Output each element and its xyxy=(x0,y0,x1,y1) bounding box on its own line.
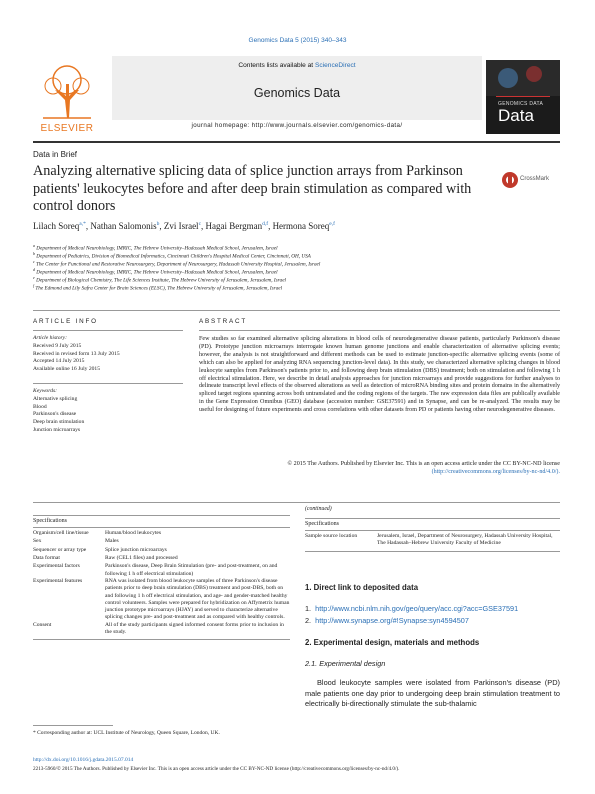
journal-homepage xyxy=(112,122,482,129)
keyword-item: Junction microarrays xyxy=(33,426,81,433)
footnote-rule xyxy=(33,725,113,726)
section-2-1-heading: 2.1. Experimental design xyxy=(305,659,386,668)
contents-prefix: Contents lists available at xyxy=(238,62,315,69)
abstract-rule xyxy=(199,330,560,331)
affiliation-mark: a xyxy=(33,243,35,248)
affiliation-text: Department of Medical Neurobiology, IMRIC, The Hebrew University–Hadassah Medical School, Jerusalem, Israel xyxy=(35,245,278,252)
affiliation-mark: e xyxy=(33,275,35,280)
specifications-heading: Specifications xyxy=(33,517,67,524)
link-number: 2. xyxy=(305,616,312,625)
article-type: Data in Brief xyxy=(33,150,78,159)
cont-bottom-rule xyxy=(305,551,560,552)
specifications-table-continued xyxy=(305,518,560,551)
cont-specifications-heading: Specifications xyxy=(305,520,339,527)
affiliation-mark: f xyxy=(33,283,35,288)
spec-value: Raw (CEL1 files) and processed xyxy=(105,555,178,562)
affiliation-mark: c xyxy=(33,259,35,264)
author-name: Zvi Israel xyxy=(163,221,199,231)
author-name: Nathan Salomonis xyxy=(90,221,157,231)
author-affiliation-mark[interactable]: c xyxy=(198,221,202,227)
synapse-link[interactable]: http://www.synapse.org/#!Synapse:syn4594507 xyxy=(315,616,469,625)
history-item: Accepted 14 July 2015 xyxy=(33,358,85,365)
author-name: Lilach Soreq xyxy=(33,221,80,231)
affiliation-line xyxy=(33,283,282,292)
elsevier-tree-logo xyxy=(33,60,101,122)
article-info-rule xyxy=(33,330,183,331)
spec-key: Data format xyxy=(33,555,60,562)
spec-row xyxy=(33,563,290,578)
cont-spec-rows xyxy=(305,533,560,548)
article-info-heading: ARTICLE INFO xyxy=(33,318,98,325)
front-matter-rule xyxy=(33,502,560,503)
section-2-heading: 2. Experimental design, materials and methods xyxy=(305,638,480,647)
corresponding-author-footnote: * Corresponding author at: UCL Institute of Neurology, Queen Square, London, UK. xyxy=(33,730,220,736)
specifications-table xyxy=(33,515,290,640)
spec-value: Parkinson's disease, Deep Brain Stimulation (pre- and post-treatment, on and following 1 h off electrical stimulation) xyxy=(105,563,278,577)
author-name: Hagai Bergman xyxy=(205,221,263,231)
spec-key: Organism/cell line/tissue xyxy=(33,530,89,537)
spec-head-rule xyxy=(33,527,290,528)
author-list: Lilach Soreq$^{a,*}$, Nathan Salomonis$^b$, Zvi Israel$^c$, Hagai Bergman$^{d,f}$, Hermona Soreq$^{e,f}$ xyxy=(33,221,335,231)
homepage-url[interactable]: http://www.journals.elsevier.com/genomics-data/ xyxy=(251,122,403,129)
crossmark-label: CrossMark xyxy=(520,176,550,182)
license-link[interactable]: (http://creativecommons.org/licenses/by-nc-nd/4.0/). xyxy=(431,468,560,475)
history-list xyxy=(33,343,120,374)
spec-key: Sample source location xyxy=(305,533,358,540)
spec-row xyxy=(305,533,560,548)
section-1-heading: 1. Direct link to deposited data xyxy=(305,583,419,592)
spec-rows xyxy=(33,530,290,636)
affiliations-rule xyxy=(33,310,560,311)
affiliation-text: Department of Medical Neurobiology, IMRIC, The Hebrew University–Hadassah Medical School, Jerusalem, Israel xyxy=(35,269,278,276)
author-affiliation-mark[interactable]: a,* xyxy=(79,221,86,227)
affiliation-mark: d xyxy=(33,267,35,272)
cover-journal-label: GENOMICS DATA xyxy=(498,101,544,107)
homepage-label: journal homepage: xyxy=(191,122,252,129)
data-link-1[interactable] xyxy=(305,604,518,613)
affiliation-text: The Edmond and Lily Safra Center for Brain Sciences (ELSC), The Hebrew University of Jerusalem, Jerusalem, Israel xyxy=(34,285,283,292)
contents-line xyxy=(112,62,482,69)
doi-link[interactable]: http://dx.doi.org/10.1016/j.gdata.2015.07.014 xyxy=(33,757,134,763)
geo-link[interactable]: http://www.ncbi.nlm.nih.gov/geo/query/acc.cgi?acc=GSE37591 xyxy=(315,604,519,613)
publisher-name: ELSEVIER xyxy=(40,123,94,134)
spec-key: Experimental features xyxy=(33,577,83,584)
spec-value: RNA was isolated from blood leukocyte samples of three Parkinson's disease patients prior to deep brain stimulation (DBS) treatment and post-DBS, both on and following 1 h off electrical stimulation, and age- and gender-matched healthy control volunteers. Samples were prepared for hybridization on Affymetrix human junction prototype microarrays (HJAY) and served to characterize alternative splicing changes pre- and post-treatment and as compared with healthy controls. xyxy=(105,577,290,621)
info-divider xyxy=(33,383,183,384)
keyword-item: Parkinson's disease xyxy=(33,411,77,418)
cont-head-rule xyxy=(305,530,560,531)
spec-row xyxy=(33,530,290,538)
journal-reference[interactable]: Genomics Data 5 (2015) 340–343 xyxy=(248,37,347,44)
affiliation-text: Department of Pediatrics, Division of Biomedical Informatics, Cincinnati Children's Hospital Medical Center, Cincinnati, OH, USA xyxy=(35,253,311,260)
history-item: Received in revised form 13 July 2015 xyxy=(33,350,120,357)
cover-title: Data xyxy=(498,106,534,125)
crossmark-badge[interactable] xyxy=(500,170,560,192)
spec-bottom-rule xyxy=(33,639,290,640)
keyword-item: Blood xyxy=(33,403,47,410)
author-name: Hermona Soreq xyxy=(272,221,330,231)
spec-row xyxy=(33,622,290,637)
spec-key: Consent xyxy=(33,621,52,628)
keyword-item: Alternative splicing xyxy=(33,396,78,402)
spec-row xyxy=(33,538,290,546)
spec-key: Experimental factors xyxy=(33,563,80,570)
data-link-2[interactable] xyxy=(305,616,469,625)
copyright-text: © 2015 The Authors. Published by Elsevier Inc. This is an open access article under the CC BY-NC-ND license xyxy=(287,461,560,467)
article-title: Analyzing alternative splicing data of splice junction arrays from Parkinson patients' leukocytes before and after deep brain stimulation as compared with control donors xyxy=(33,163,472,214)
spec-value: Jerusalem, Israel, Department of Neurosurgery, Hadassah University Hospital, The Hadassah–Hebrew University Faculty of Medicine xyxy=(377,533,553,547)
spec-key: Sequencer or array type xyxy=(33,546,87,553)
keyword-item: Deep brain stimulation xyxy=(33,419,85,426)
spec-value: All of the study participants signed informed consent forms prior to inclusion in the study. xyxy=(105,621,284,636)
history-item: Received 9 July 2015 xyxy=(33,343,82,349)
history-item: Available online 16 July 2015 xyxy=(33,366,101,373)
link-number: 1. xyxy=(305,604,312,613)
journal-name: Genomics Data xyxy=(253,86,341,100)
affiliation-mark: b xyxy=(33,251,35,256)
spec-value: Males xyxy=(105,538,119,545)
affiliation-text: The Center for Functional and Restorative Neurosurgery, Department of Neurosurgery, Hadassah University Hospital, Jerusalem, Israel xyxy=(34,261,321,268)
body-paragraph: Blood leukocyte samples were isolated from Parkinson's disease (PD) male patients one day prior to undergoing deep brain stimulation treatment to electrically bi-directionally stimulate the sub-thalamic xyxy=(305,678,560,709)
author-affiliation-mark[interactable]: d,f xyxy=(262,221,269,227)
continued-label: (continued) xyxy=(305,506,332,512)
author-affiliation-mark[interactable]: e,f xyxy=(329,221,335,227)
header-rule xyxy=(33,141,560,143)
history-label: Article history: xyxy=(33,335,68,341)
spec-value: Human/blood leukocytes xyxy=(105,530,162,537)
copyright-notice xyxy=(199,461,560,477)
spec-value: Splice junction microarrays xyxy=(105,546,167,553)
sciencedirect-link[interactable]: ScienceDirect xyxy=(314,62,356,69)
spec-row xyxy=(33,578,290,622)
abstract-heading: ABSTRACT xyxy=(199,318,247,325)
affiliation-text: Department of Biological Chemistry, The Life Sciences Institute, The Hebrew University of Jerusalem, Jerusalem, Israel xyxy=(34,277,286,284)
issn-license-line: 2213-5960/© 2015 The Authors. Published by Elsevier Inc. This is an open access article under the CC BY-NC-ND license (http://creativecommons.org/licenses/by-nc-nd/4.0/). xyxy=(33,766,400,772)
keyword-list xyxy=(33,396,84,435)
abstract-text: Few studies so far examined alternative splicing alterations in blood cells of neurodegenerative disease patients, particularly Parkinson's disease (PD). Prototype junction microarrays interrogate known human genome junctions and enable characterization of alternative splicing events; however, the analysis is not straightforward and different methods can be used to estimate junction-specific alternative splicing events (some of which can also be applied for analyzing RNA sequencing junction-level data). In this study, we characterized alternative splicing changes in blood leukocyte samples from Parkinson's patients prior to, and following deep brain stimulation (DBS) treatment; both on stimulation and following 1 h off electrical stimulation. Here, we describe in detail analysis approaches for junction microarrays and provide suggestions for further analyses to delineate transcript level effects of the observed alterations as well as detection of microRNA binding sites and protein domains in the alternatively spliced target regions spanning across both untranslated and the coding regions of the targets. The raw expression data files are publically available in the Gene Expression Omnibus (GEO) database (accession number: GSE37591) and in Synapse, and can be re-analyzed. The results may be useful for designing of future experiments and cross correlations with other datasets from PD or patients having other neurodegenerative diseases. xyxy=(199,336,560,414)
author-affiliation-mark[interactable]: b xyxy=(156,221,160,227)
keywords-label: Keywords: xyxy=(33,388,58,394)
spec-row xyxy=(33,547,290,555)
spec-key: Sex xyxy=(33,538,42,545)
